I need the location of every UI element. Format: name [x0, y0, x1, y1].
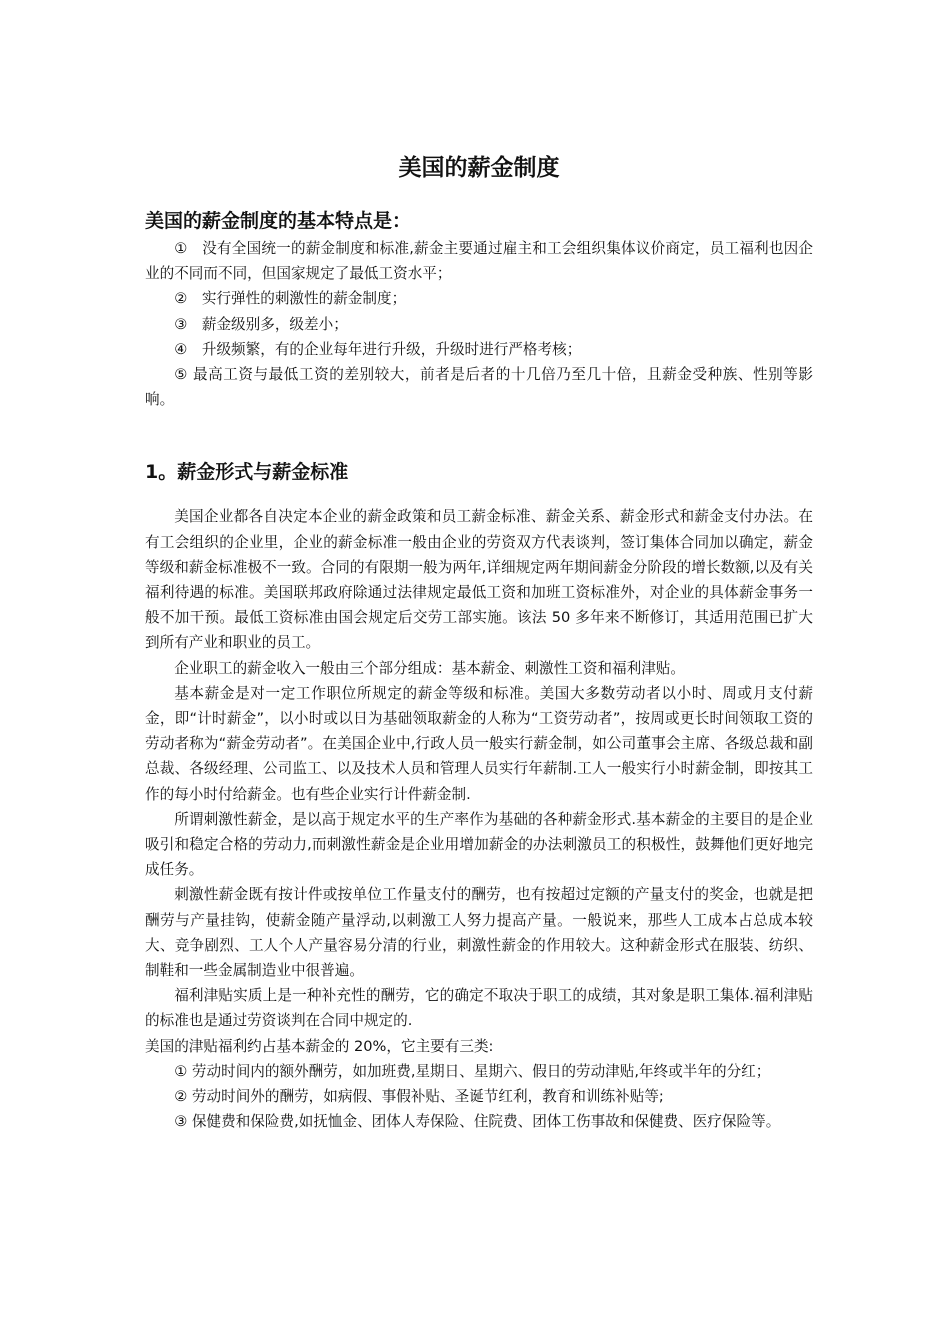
document-page — [145, 148, 813, 1135]
features-heading: 美国的薪金制度的基本特点是： — [145, 210, 412, 232]
section-1-paragraph: 美国企业都各自决定本企业的薪金政策和员工薪金标准、薪金关系、薪金形式和薪金支付办法。在有工会组织的企业里，企业的薪金标准一般由企业的劳资双方代表谈判，签订集体合同加以确定，薪金等级和薪金标准极不一致。合同的有限期一般为两年,详细规定两年期间薪金分阶段的增长数额,以及有关福利待遇的标准。美国联邦政府除通过法律规定最低工资和加班工资标准外，对企业的具体薪金事务一般不加干预。最低工资标准由国会规定后交劳工部实施。该法 50 多年来不断修订，其适用范围已扩大到所有产业和职业的员工。 — [145, 508, 813, 652]
section-1-paragraph: 基本薪金是对一定工作职位所规定的薪金等级和标准。美国大多数劳动者以小时、周或月支付薪金，即“计时薪金”，以小时或以日为基础领取薪金的人称为“工资劳动者”，按周或更长时间领取工资的劳动者称为“薪金劳动者”。在美国企业中,行政人员一般实行薪金制，如公司董事会主席、各级总裁和副总裁、各级经理、公司监工、以及技术人员和管理人员实行年薪制.工人一般实行小时薪金制，即按其工作的每小时付给薪金。也有些企业实行计件薪金制. — [145, 684, 813, 803]
allowance-item-1: ① 劳动时间内的额外酬劳，如加班费,星期日、星期六、假日的劳动津贴,年终或半年的分红； — [174, 1062, 771, 1080]
feature-item-1: ① 没有全国统一的薪金制度和标准,薪金主要通过雇主和工会组织集体议价商定，员工福利也因企业的不同而不同，但国家规定了最低工资水平； — [145, 240, 813, 283]
feature-item-4: ④ 升级频繁，有的企业每年进行升级，升级时进行严格考核； — [174, 340, 582, 358]
section-1-paragraph: 企业职工的薪金收入一般由三个部分组成：基本薪金、刺激性工资和福利津贴。 — [174, 659, 685, 677]
section-1-heading: 1。薪金形式与薪金标准 — [145, 461, 349, 484]
section-1-paragraph: 福利津贴实质上是一种补充性的酬劳，它的确定不取决于职工的成绩，其对象是职工集体.福利津贴的标准也是通过劳资谈判在合同中规定的. — [145, 987, 813, 1030]
document-title: 美国的薪金制度 — [398, 155, 560, 181]
section-1-paragraph: 刺激性薪金既有按计件或按单位工作量支付的酬劳，也有按超过定额的产量支付的奖金，也就是把酬劳与产量挂钩，使薪金随产量浮动,以刺激工人努力提高产量。一般说来，那些人工成本占总成本较大、竞争剧烈、工人个人产量容易分清的行业，刺激性薪金的作用较大。这种薪金形式在服装、纺织、制鞋和一些金属制造业中很普遍。 — [145, 886, 813, 980]
allowance-item-2: ② 劳动时间外的酬劳，如病假、事假补贴、圣诞节红利，教育和训练补贴等; — [174, 1088, 664, 1106]
allowance-intro: 美国的津贴福利约占基本薪金的 20%，它主要有三类: — [145, 1037, 494, 1055]
section-1-paragraph: 所谓刺激性薪金，是以高于规定水平的生产率作为基础的各种薪金形式.基本薪金的主要目的是企业吸引和稳定合格的劳动力,而刺激性薪金是企业用增加薪金的办法刺激员工的积极性，鼓舞他们更好地完成任务。 — [145, 810, 813, 879]
feature-item-5: ⑤ 最高工资与最低工资的差别较大，前者是后者的十几倍乃至几十倍，且薪金受种族、性别等影响。 — [145, 366, 813, 409]
heading-spacer — [145, 490, 813, 504]
feature-item-3: ③ 薪金级别多，级差小； — [174, 315, 348, 333]
allowance-item-3: ③ 保健费和保险费,如抚恤金、团体人寿保险、住院费、团体工伤事故和保健费、医疗保险等。 — [174, 1113, 781, 1131]
feature-item-2: ② 实行弹性的刺激性的薪金制度； — [174, 290, 407, 308]
